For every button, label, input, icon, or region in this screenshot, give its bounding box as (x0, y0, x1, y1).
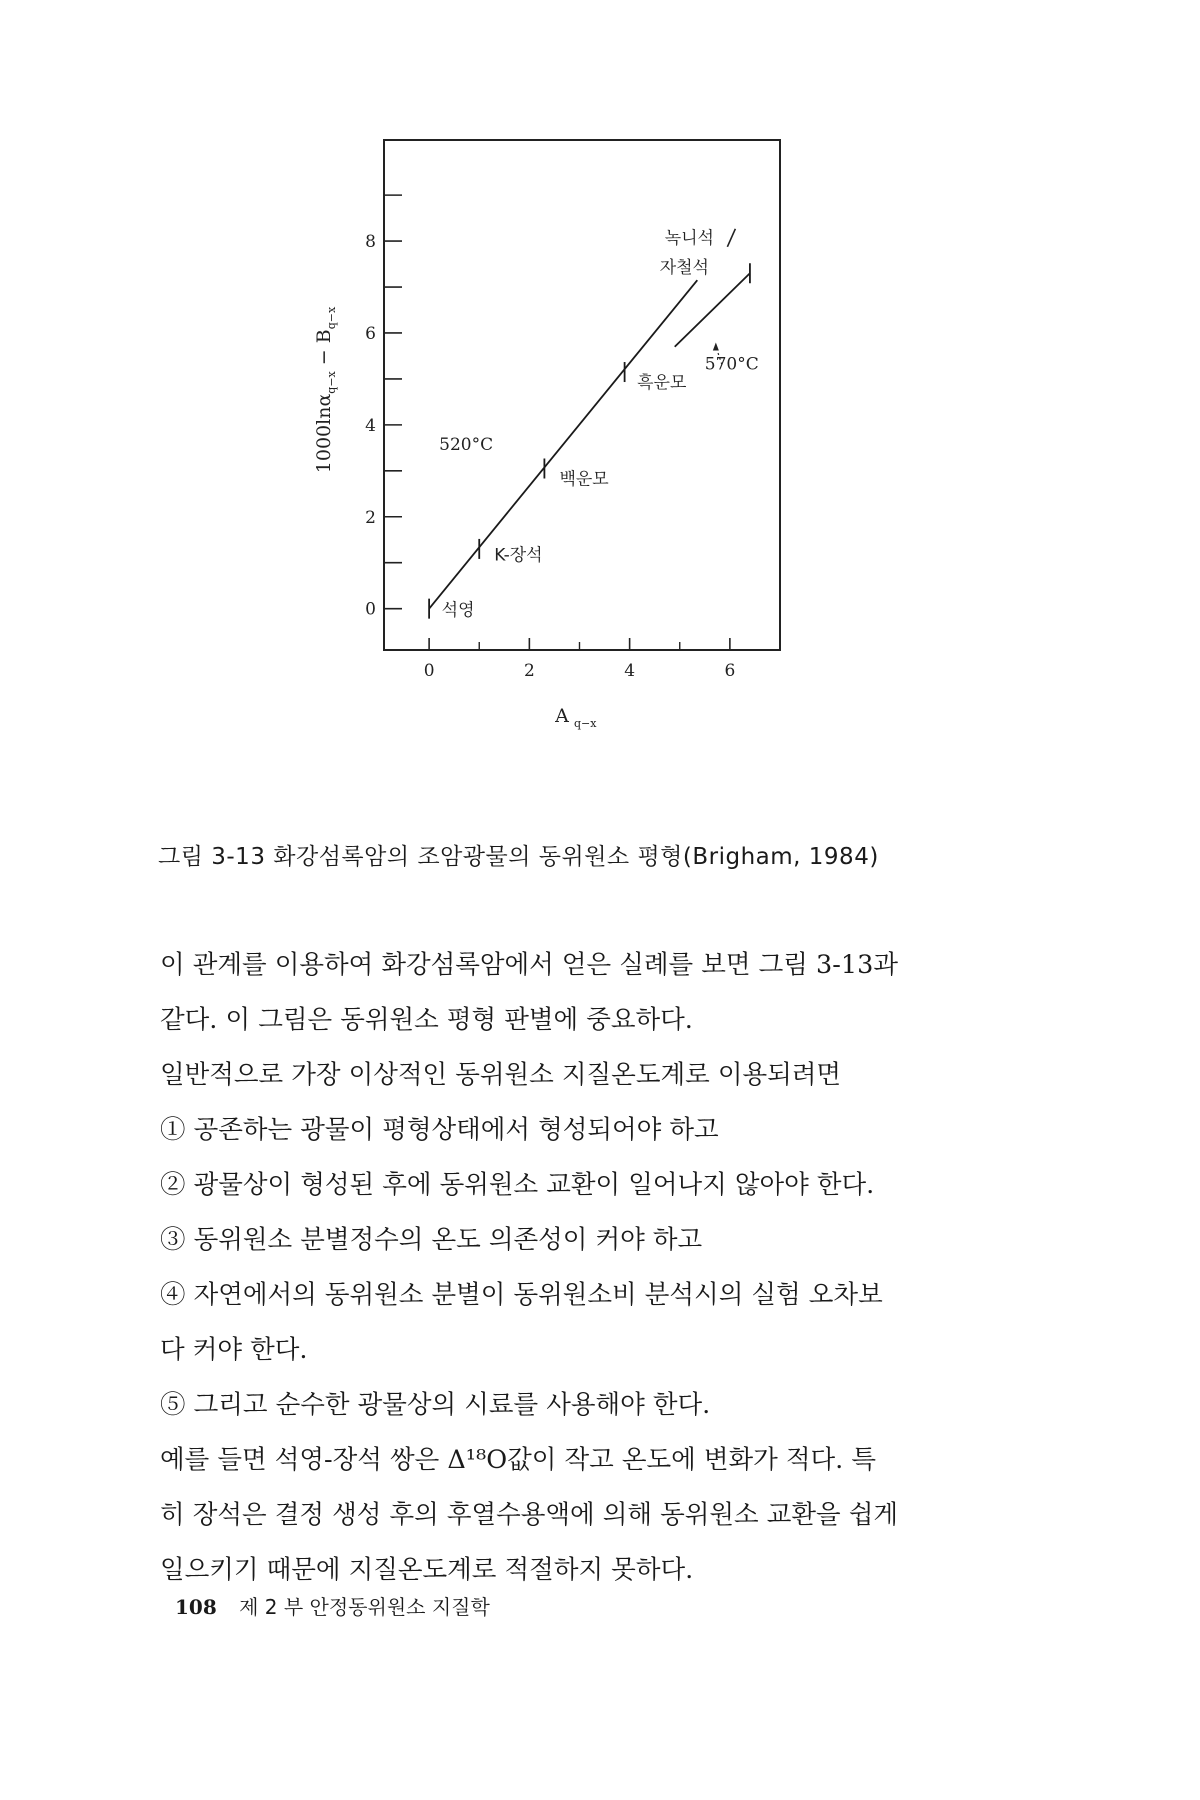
page-footer (175, 1591, 490, 1620)
paragraph-line: 일반적으로 가장 이상적인 동위원소 지질온도계로 이용되려면 (160, 1060, 841, 1090)
body-text (160, 938, 1030, 1598)
chart-content (313, 140, 780, 730)
figure-caption: 그림 3-13 화강섬록암의 조암광물의 동위원소 평형(Brigham, 1984) (158, 844, 879, 870)
paragraph-line: ② 광물상이 형성된 후에 동위원소 교환이 일어나지 않아야 한다. (160, 1170, 875, 1200)
y-tick-label: 6 (365, 323, 376, 344)
section-title: 제 2 부 안정동위원소 지질학 (239, 1595, 490, 1619)
page-number: 108 (175, 1595, 217, 1619)
x-tick-label: 2 (523, 661, 535, 681)
y-tick-label: 4 (365, 415, 376, 436)
y-axis-label (313, 306, 338, 473)
isotope-equilibrium-chart (300, 150, 900, 830)
arrow-head (713, 342, 719, 350)
x-tick-label: 6 (724, 661, 736, 681)
chart-annotation: 570°C (704, 354, 759, 375)
y-tick-label: 8 (365, 232, 376, 253)
paragraph-line: 다 커야 한다. (160, 1335, 308, 1365)
series-line-2 (675, 273, 750, 347)
y-axis-label-text: $1000\ln\alpha_{q-x} - B_{q-x}$ (313, 306, 338, 474)
y-tick-label: 0 (365, 599, 376, 620)
plot-frame (384, 140, 780, 650)
paragraph-line: ① 공존하는 광물이 평형상태에서 형성되어야 하고 (160, 1115, 719, 1145)
mineral-label: 석영 (441, 600, 475, 621)
chart-annotation: 자철석 (659, 258, 709, 279)
paragraph-line: 예를 들면 석영-장석 쌍은 Δ¹⁸O값이 작고 온도에 변화가 적다. 특 (160, 1445, 876, 1475)
mineral-label: 흑운모 (637, 373, 687, 394)
mineral-label: 백운모 (559, 469, 609, 490)
chart-canvas (300, 150, 900, 830)
paragraph-line: 이 관계를 이용하여 화강섬록암에서 얻은 실례를 보면 그림 3-13과 (160, 950, 898, 980)
paragraph-line: 히 장석은 결정 생성 후의 후열수용액에 의해 동위원소 교환을 쉽게 (160, 1500, 899, 1530)
chlorite-mark (727, 229, 735, 247)
paragraph-line: ④ 자연에서의 동위원소 분별이 동위원소비 분석시의 실험 오차보 (160, 1280, 883, 1310)
paragraph-line: ③ 동위원소 분별정수의 온도 의존성이 커야 하고 (160, 1225, 703, 1255)
chart-annotation: 520°C (439, 435, 494, 456)
y-tick-label: 2 (365, 507, 376, 528)
paragraph-line: ⑤ 그리고 순수한 광물상의 시료를 사용해야 한다. (160, 1390, 711, 1420)
paragraph-line: 같다. 이 그림은 동위원소 평형 판별에 중요하다. (160, 1005, 693, 1035)
paragraph-line: 일으키기 때문에 지질온도계로 적절하지 못하다. (160, 1555, 694, 1585)
chart-annotation: 녹니석 (664, 228, 714, 249)
x-axis-label: A (555, 705, 569, 727)
mineral-label: K-장석 (494, 545, 543, 566)
x-tick-label: 0 (423, 661, 435, 681)
x-tick-label: 4 (624, 661, 636, 681)
x-axis-label-subscript: q−x (574, 717, 597, 730)
